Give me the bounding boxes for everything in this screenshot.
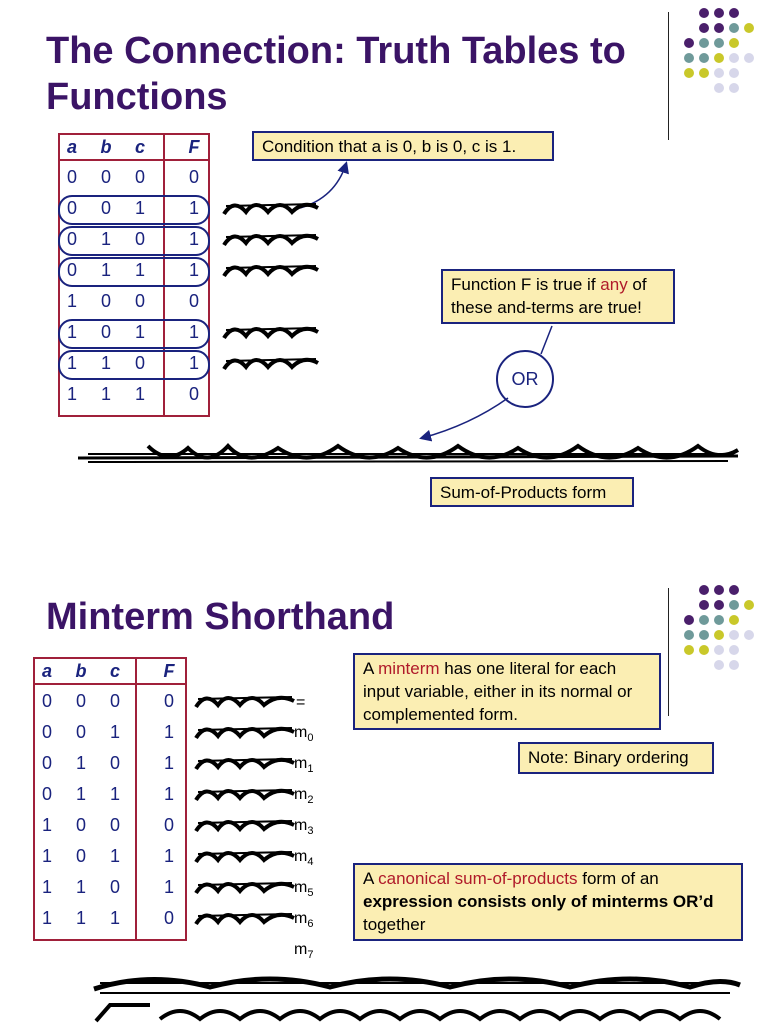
slide-minterm-shorthand	[0, 512, 768, 1024]
table-header-F: F	[163, 661, 175, 681]
table-cell: 1	[134, 198, 145, 218]
table-cell: 1	[100, 384, 111, 404]
table-cell: 0	[134, 167, 145, 187]
decor-dot	[729, 660, 739, 670]
minterm-expression	[194, 689, 298, 713]
table-cell: 1	[163, 877, 174, 897]
table-header-rule	[35, 683, 185, 685]
table-cell: 0	[188, 167, 199, 187]
table-header-b: b	[100, 137, 112, 157]
minterm-definition-callout: A minterm has one literal for each input variable, either in its normal or complemented form.	[353, 653, 661, 730]
table-cell: 0	[163, 691, 174, 711]
table-cell: 0	[75, 846, 86, 866]
table-cell: 1	[100, 353, 111, 373]
and-term-expression	[222, 258, 322, 282]
table-cell: 1	[41, 877, 52, 897]
table-cell: 1	[188, 229, 199, 249]
slide-title: The Connection: Truth Tables to Functions	[46, 30, 626, 118]
arrow-or-to-expression	[422, 398, 508, 438]
table-cell: 1	[66, 322, 77, 342]
decor-dot	[714, 615, 724, 625]
decor-dot	[744, 600, 754, 610]
table-cell: 0	[100, 198, 111, 218]
table-cell: 0	[134, 353, 145, 373]
function-true-callout: Function F is true if any of these and-terms are true!	[441, 269, 675, 324]
table-cell: 1	[109, 784, 120, 804]
table-cell: 1	[100, 260, 111, 280]
sop-form-callout: Sum-of-Products form	[430, 477, 634, 507]
decor-dot	[729, 645, 739, 655]
table-cell: 0	[66, 167, 77, 187]
table-cell: 0	[41, 722, 52, 742]
table-cell: 0	[109, 691, 120, 711]
highlighted-row	[58, 319, 210, 349]
table-cell: 1	[109, 846, 120, 866]
decor-dot	[744, 630, 754, 640]
table-cell: 1	[109, 722, 120, 742]
minterm-label-m1: $m_1$	[294, 755, 314, 776]
table-cell: 1	[75, 908, 86, 928]
table-cell: 0	[109, 753, 120, 773]
table-header-c: c	[134, 137, 145, 157]
slide-title: Minterm Shorthand	[46, 596, 395, 638]
decor-dot	[699, 630, 709, 640]
table-header-a: a	[66, 137, 77, 157]
table-cell: 1	[134, 322, 145, 342]
table-cell: 1	[163, 722, 174, 742]
table-separator	[135, 659, 137, 939]
table-cell: 0	[41, 784, 52, 804]
table-cell: 0	[66, 260, 77, 280]
minterm-label-m2: $m_2$	[294, 786, 314, 807]
table-cell: 0	[100, 291, 111, 311]
highlighted-row	[58, 257, 210, 287]
table-cell: 1	[41, 908, 52, 928]
decor-dot	[684, 645, 694, 655]
table-cell: 0	[66, 229, 77, 249]
decor-dot	[729, 615, 739, 625]
table-header-F: F	[188, 137, 200, 157]
decor-dot	[714, 600, 724, 610]
canonical-sop-callout: A canonical sum-of-products form of an expression consists only of minterms OR’d together	[353, 863, 743, 941]
truth-table	[33, 657, 187, 941]
decor-dot	[699, 615, 709, 625]
minterm-expression	[194, 813, 298, 837]
table-cell: 0	[163, 815, 174, 835]
table-cell: 1	[188, 353, 199, 373]
highlighted-row	[58, 350, 210, 380]
decor-dot	[714, 585, 724, 595]
table-cell: 0	[109, 815, 120, 835]
minterm-label-m5: $m_5$	[294, 879, 314, 900]
highlighted-row	[58, 226, 210, 256]
minterm-label-m6: $m_6$	[294, 910, 314, 931]
table-cell: 1	[66, 353, 77, 373]
decor-dot	[729, 585, 739, 595]
table-header-c: c	[109, 661, 120, 681]
minterm-label-m3: $m_3$	[294, 817, 314, 838]
minterm-expression	[194, 751, 298, 775]
table-header-b: b	[75, 661, 87, 681]
table-cell: 1	[66, 291, 77, 311]
sop-expression-equation	[78, 442, 758, 472]
and-term-expression	[222, 351, 322, 375]
table-cell: 0	[100, 322, 111, 342]
minterm-label-m0: $m_0$	[294, 724, 314, 745]
minterm-expression	[194, 720, 298, 744]
decor-dot	[684, 615, 694, 625]
line-callout-to-or	[541, 326, 552, 354]
and-term-expression	[222, 227, 322, 251]
canonical-expression-equation	[90, 967, 768, 1024]
table-cell: 1	[75, 877, 86, 897]
table-header-a: a	[41, 661, 52, 681]
decor-dot	[714, 630, 724, 640]
table-cell: 1	[163, 784, 174, 804]
table-cell: 0	[75, 815, 86, 835]
decor-dot	[684, 630, 694, 640]
table-cell: 1	[75, 784, 86, 804]
table-cell: 1	[163, 753, 174, 773]
table-cell: 1	[41, 815, 52, 835]
decor-dot	[714, 645, 724, 655]
table-cell: 0	[75, 691, 86, 711]
table-cell: 0	[134, 229, 145, 249]
table-cell: 1	[100, 229, 111, 249]
decor-dot	[699, 585, 709, 595]
table-cell: 0	[66, 198, 77, 218]
table-cell: 0	[75, 722, 86, 742]
minterm-expression	[194, 844, 298, 868]
binary-ordering-note: Note: Binary ordering	[518, 742, 714, 774]
table-cell: 1	[163, 846, 174, 866]
minterm-expression	[194, 875, 298, 899]
table-cell: 0	[100, 167, 111, 187]
and-term-expression	[222, 320, 322, 344]
and-term-expression	[222, 196, 322, 220]
highlighted-row	[58, 195, 210, 225]
decor-divider-line	[668, 588, 669, 716]
table-cell: 0	[41, 691, 52, 711]
table-cell: 1	[188, 198, 199, 218]
table-cell: 1	[75, 753, 86, 773]
decor-dot	[714, 660, 724, 670]
minterm-label-m4: $m_4$	[294, 848, 314, 869]
table-cell: 1	[188, 322, 199, 342]
table-cell: 1	[41, 846, 52, 866]
table-cell: 1	[134, 384, 145, 404]
table-cell: 0	[134, 291, 145, 311]
or-operator-circle: OR	[496, 350, 554, 408]
table-cell: 1	[109, 908, 120, 928]
minterm-label-m7: $m_7$	[294, 941, 314, 962]
decor-dot	[699, 645, 709, 655]
table-cell: 0	[188, 384, 199, 404]
decor-dot	[729, 630, 739, 640]
minterm-expression	[194, 782, 298, 806]
table-cell: 1	[66, 384, 77, 404]
decor-dot	[729, 600, 739, 610]
minterm-equals-sign: =	[296, 694, 306, 711]
minterm-expression	[194, 906, 298, 930]
table-cell: 0	[41, 753, 52, 773]
table-cell: 1	[134, 260, 145, 280]
decor-dot	[699, 600, 709, 610]
condition-callout: Condition that a is 0, b is 0, c is 1.	[252, 131, 554, 161]
table-cell: 0	[188, 291, 199, 311]
table-cell: 0	[109, 877, 120, 897]
table-cell: 0	[163, 908, 174, 928]
table-cell: 1	[188, 260, 199, 280]
